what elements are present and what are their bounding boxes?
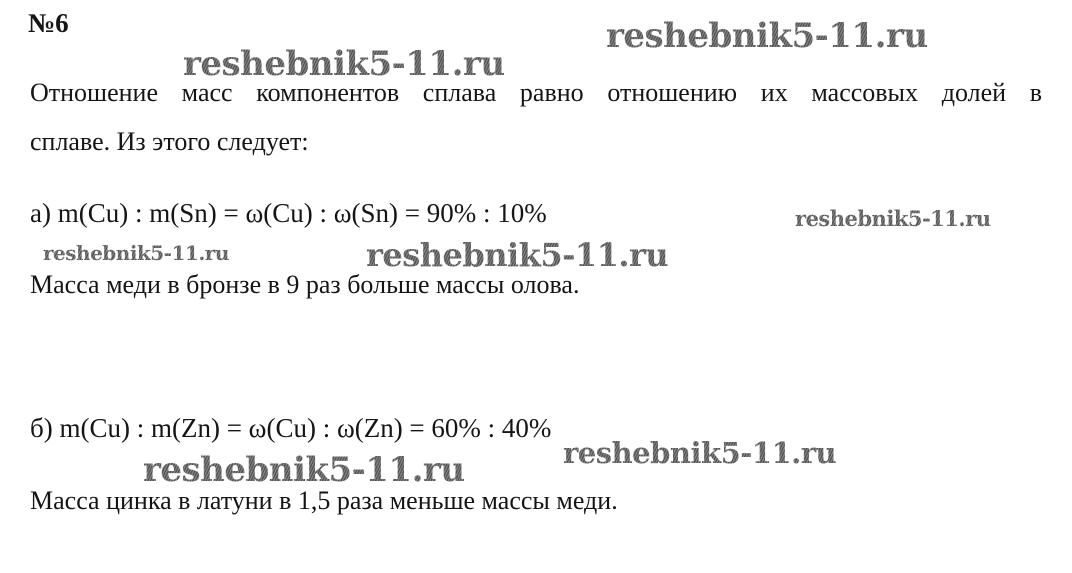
intro-text-line1: Отношение масс компонентов сплава равно отношению их массовых долей в [30, 78, 1042, 107]
watermark-part-b-right: reshebnik5-11.ru [563, 436, 837, 470]
watermark-part-a-center: reshebnik5-11.ru [366, 236, 669, 274]
watermark-top-right: reshebnik5-11.ru [606, 16, 928, 56]
watermark-mid-right: reshebnik5-11.ru [795, 206, 991, 231]
task-number: №6 [28, 8, 69, 38]
watermark-part-b-center: reshebnik5-11.ru [143, 450, 465, 490]
part-a-conclusion: Масса меди в бронзе в 9 раз больше массы олова. [30, 270, 580, 299]
part-b-formula: б) m(Cu) : m(Zn) = ω(Cu) : ω(Zn) = 60% : 40% [30, 413, 552, 443]
watermark-top-center: reshebnik5-11.ru [183, 44, 505, 84]
intro-text-line2: сплаве. Из этого следует: [30, 127, 309, 156]
part-a-formula: а) m(Cu) : m(Sn) = ω(Cu) : ω(Sn) = 90% : 10% [30, 198, 547, 228]
part-b-conclusion: Масса цинка в латуни в 1,5 раза меньше массы меди. [30, 486, 618, 515]
watermark-part-a-left: reshebnik5-11.ru [43, 241, 229, 265]
